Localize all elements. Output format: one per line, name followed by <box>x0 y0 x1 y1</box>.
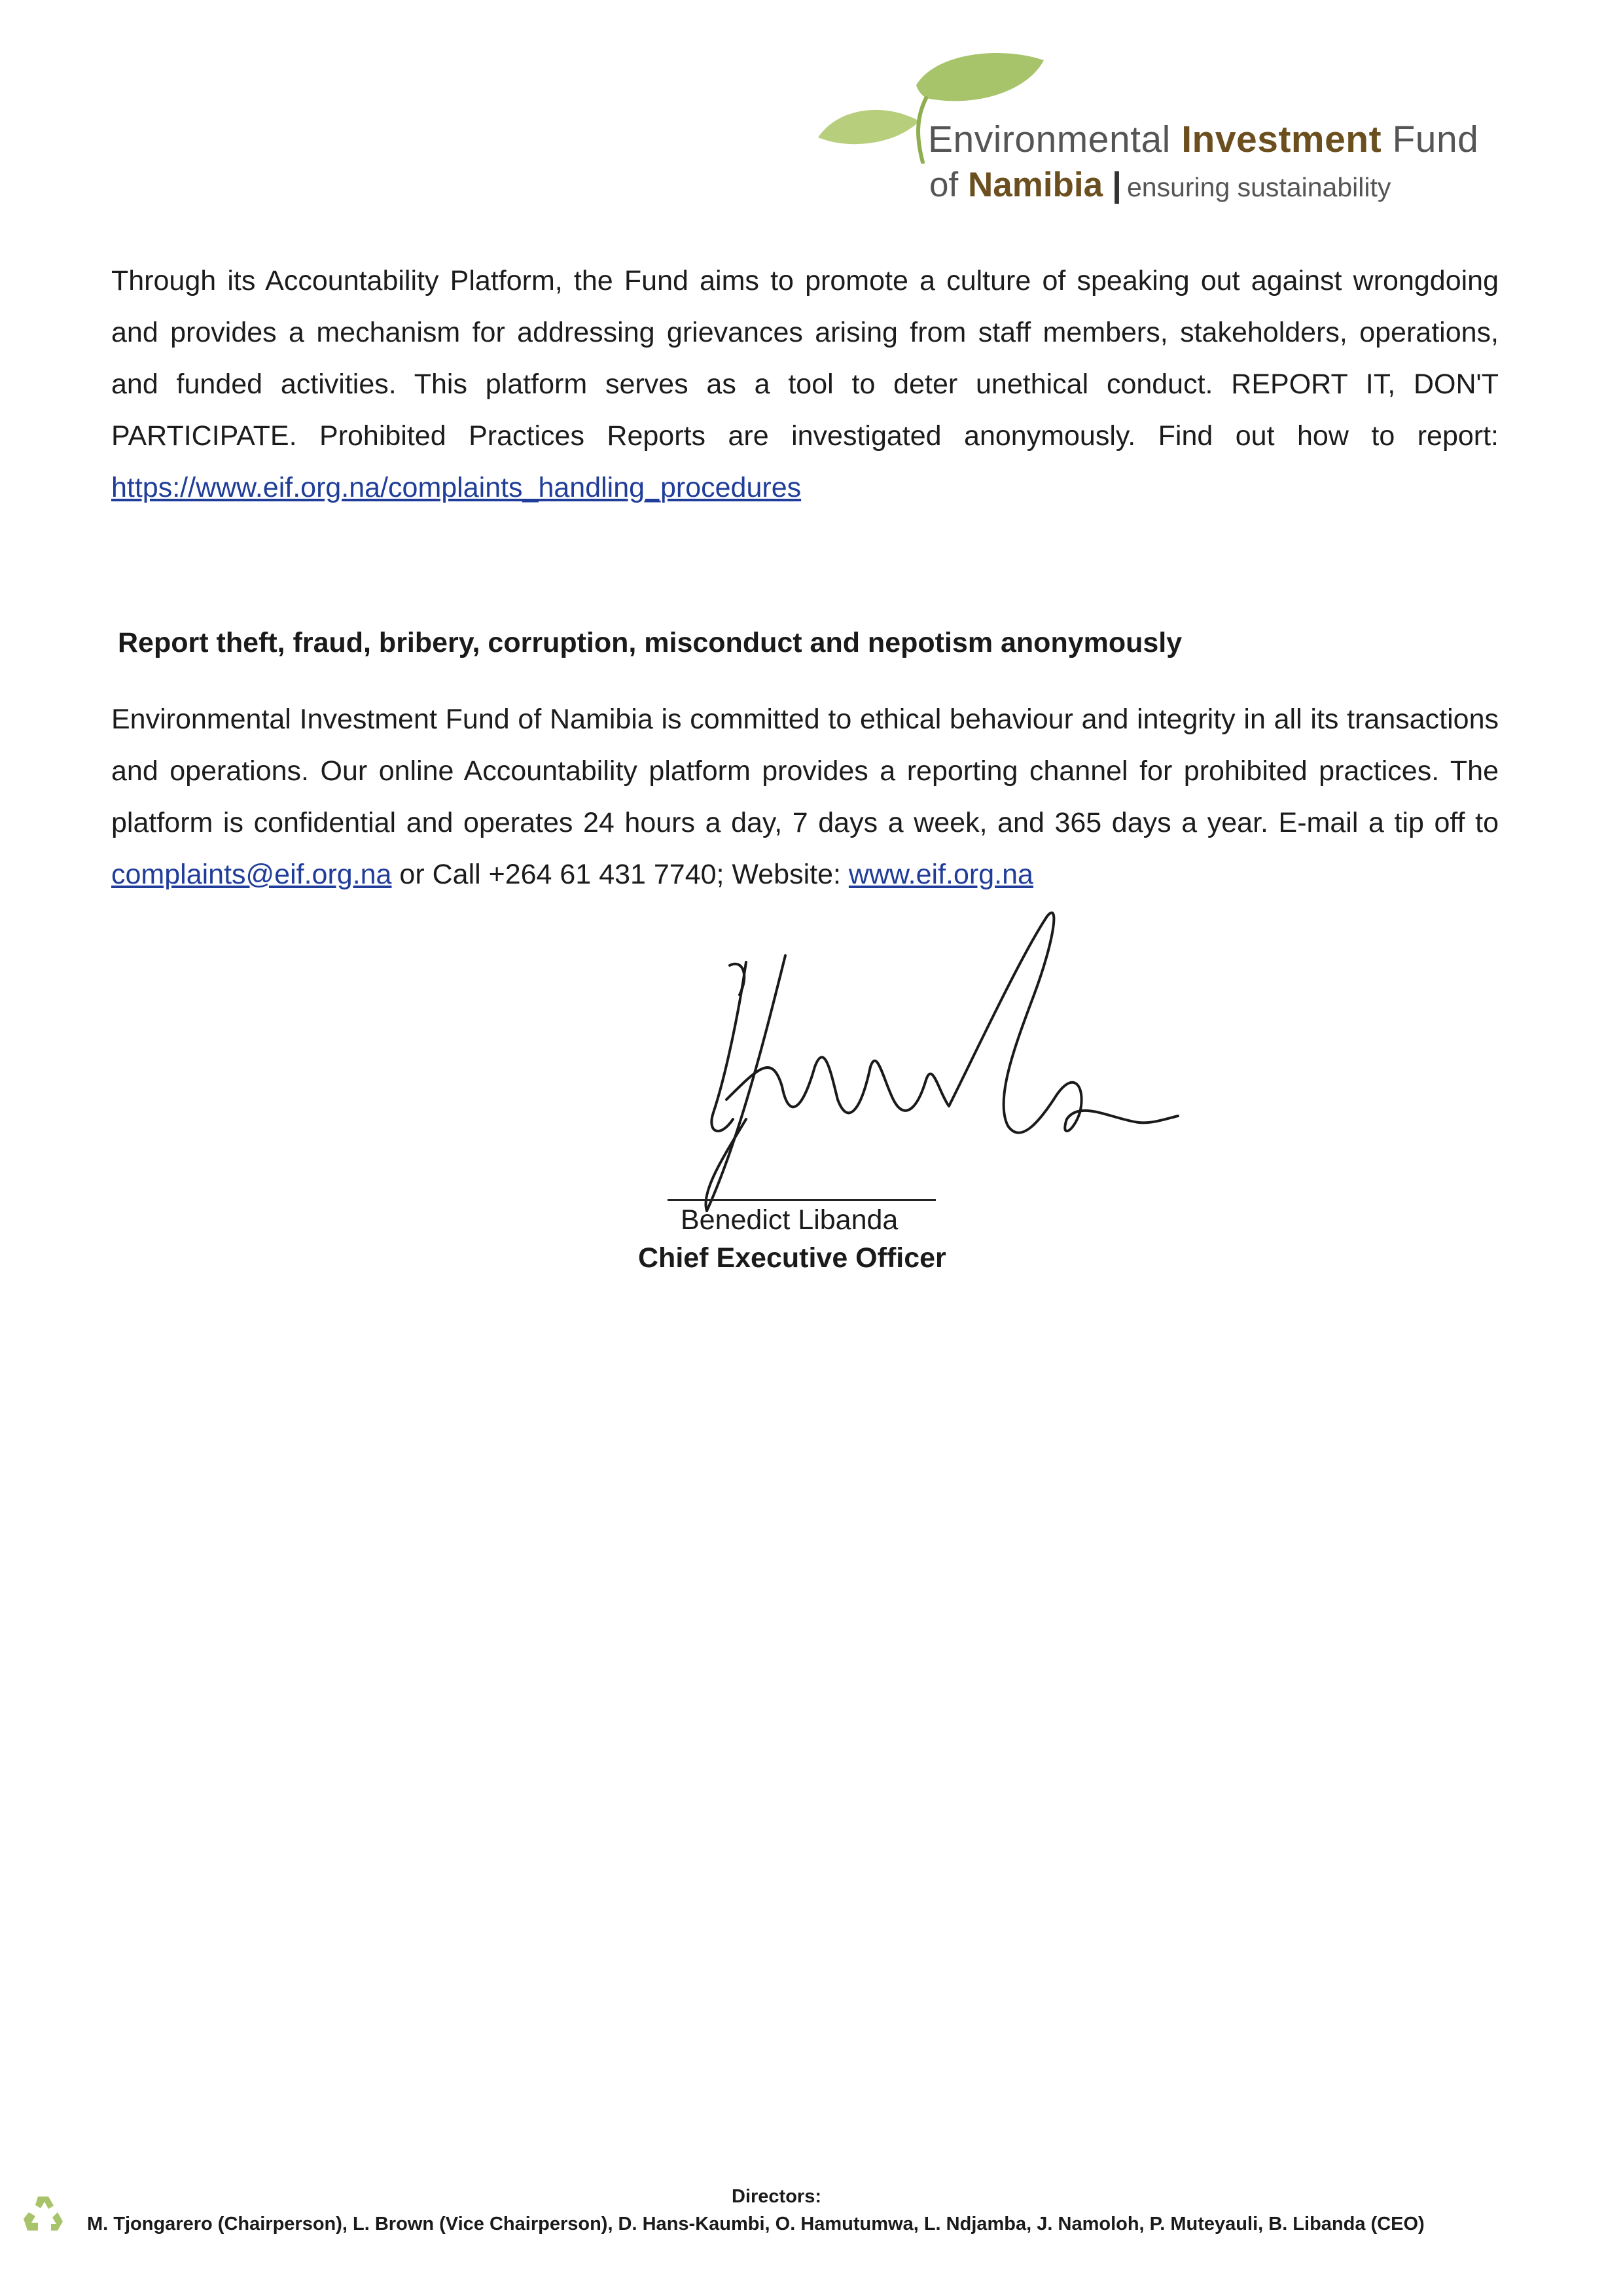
complaints-email-link[interactable]: complaints@eif.org.na <box>111 859 392 890</box>
phone-website-text: or Call +264 61 431 7740; Website: <box>391 859 849 890</box>
signature-line <box>668 1199 936 1201</box>
logo-text-fund: Fund <box>1382 118 1479 160</box>
logo-text-of: of <box>929 166 968 204</box>
signer-name: Benedict Libanda <box>681 1204 899 1236</box>
recycle-icon <box>18 2193 68 2242</box>
logo-tagline: ensuring sustainability <box>1126 172 1391 202</box>
logo-line-1 <box>928 118 1478 161</box>
commitment-paragraph <box>111 694 1499 901</box>
commitment-text: Environmental Investment Fund of Namibia is committed to ethical behaviour and integrity in all its transactions and operations. Our online Accountability platform provides a reporting channel for prohibited practices. The platform is confidential and operates 24 hours a day, 7 days a week, and 365 days a year. E-mail a tip off to <box>111 704 1499 838</box>
logo-text-namibia: Namibia <box>967 166 1103 204</box>
logo-text-investment: Investment <box>1181 118 1382 160</box>
accountability-text: Through its Accountability Platform, the Fund aims to promote a culture of speaking out against wrongdoing and provides a mechanism for addressing grievances arising from staff members, stakeholders, operations, and funded activities. This platform serves as a tool to deter unethical conduct. REPORT IT, DON'T PARTICIPATE. Prohibited Practices Reports are investigated anonymously. Find out how to report: <box>111 265 1499 452</box>
logo-line-2 <box>929 165 1391 205</box>
signer-title: Chief Executive Officer <box>638 1242 946 1274</box>
complaints-procedures-link[interactable]: https://www.eif.org.na/complaints_handling_procedures <box>111 472 802 503</box>
logo-text-environmental: Environmental <box>928 118 1182 160</box>
handwritten-signature <box>668 903 1204 1244</box>
report-heading: Report theft, fraud, bribery, corruption, misconduct and nepotism anonymously <box>118 627 1183 658</box>
directors-label: Directors: <box>732 2186 821 2207</box>
directors-list: M. Tjongarero (Chairperson), L. Brown (Vice Chairperson), D. Hans-Kaumbi, O. Hamutumwa, L. Ndjamba, J. Namoloh, P. Muteyauli, B. Libanda (CEO) <box>87 2214 1425 2234</box>
website-link[interactable]: www.eif.org.na <box>848 859 1033 890</box>
accountability-paragraph <box>111 255 1499 514</box>
logo-separator: | <box>1112 166 1122 204</box>
